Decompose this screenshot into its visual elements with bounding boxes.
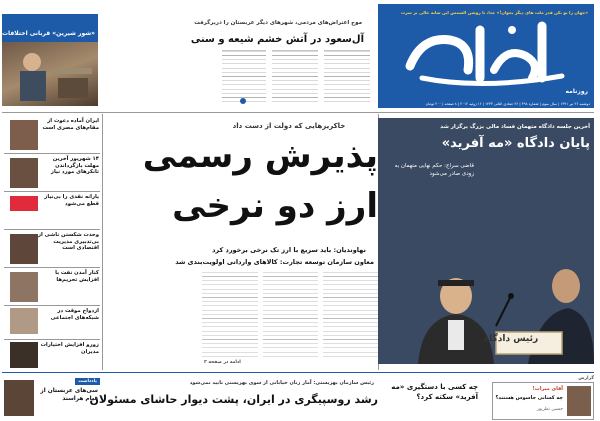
masthead-date: دوشنبه ۲۶ تیر ۱۳۹۱ | سال سوم | شماره ۴۹۸ | ۲۶ جمادی الثانی ۱۴۳۳ | ۱۶ ژوئیه ۲۰۱۲ | ۸ صفحه | ۲۰۰ تومان: [425, 102, 590, 106]
corner-portrait-icon: [567, 386, 591, 416]
masthead: [378, 4, 594, 108]
top-story-text-1: [324, 50, 370, 102]
sidebar-item-2: [8, 156, 100, 190]
worker-photo-icon: [2, 42, 98, 106]
sidebar-item-title: کنار آمدن نفت با افزایش تحریم‌ها: [55, 270, 99, 283]
sidebar-item-6: [8, 308, 100, 338]
lead-sub-2: معاون سازمان توسعه تجارت: کالاهای وارداتی اولویت‌بندی شد: [175, 258, 374, 266]
lead-headline-1: پذیرش رسمی: [142, 136, 378, 176]
portrait-4-icon: [10, 234, 38, 264]
col-divider-left: [102, 114, 103, 370]
top-left-headline: «شور شیرین» قربانی اختلافات: [2, 30, 95, 37]
sidebar-item-title: وحدت شکستن ناشی از بی‌تدبیری مدیریت اقتصادی است: [37, 232, 99, 252]
lead-body-columns: [202, 272, 378, 358]
bottom-left-title: سی‌های عربستان از قیام هراسند: [40, 388, 98, 402]
sidebar-item-title: زورو افزایش اختیارات مدیران: [40, 342, 99, 355]
corner-author: حسین نظرپور: [536, 407, 563, 412]
portrait-7-icon: [10, 342, 38, 368]
sidebar-item-1: [8, 118, 100, 152]
bottom-left-label: یادداشت: [75, 378, 100, 385]
masthead-slogan: پایگاه‌سیاسی: [426, 40, 459, 46]
top-story-headline: آل‌سعود در آتش خشم شیعه و سنی: [190, 34, 364, 45]
bottom-left-portrait-icon: [4, 380, 34, 416]
portrait-5-icon: [10, 272, 38, 302]
corner-kicker: آقای میراث!: [532, 386, 563, 392]
photo-story-headline: پایان دادگاه «مه آفرید»: [441, 136, 590, 151]
portrait-1-icon: [10, 120, 38, 150]
corner-title: چه کسانی جاسوس هستند؟: [495, 395, 563, 401]
bottom-right-corner: [492, 382, 594, 420]
logo-lettering-icon: [402, 18, 572, 88]
photo-story-image: [378, 118, 594, 364]
sidebar-item-7: [8, 342, 100, 370]
lead-kicker: خاکریزهایی که دولت از دست داد: [232, 122, 346, 130]
photo-story-nameplate: رئیس دادگاه: [483, 334, 539, 344]
portrait-6-icon: [10, 308, 38, 334]
top-divider: [2, 112, 594, 113]
bottom-right-label: گزارش: [578, 376, 594, 381]
top-story-text-3: [222, 50, 266, 102]
lead-sub-1: نهاوندیان: باید سریع با ارز تک نرخی برخورد کرد: [212, 246, 366, 254]
sidebar-item-title: یارانه نقدی را بی‌نیاز قطع می‌شود: [44, 194, 99, 207]
portrait-2-icon: [10, 158, 38, 188]
top-left-banner: [2, 14, 98, 42]
flag-icon: [10, 196, 38, 226]
bottom-left-box: [4, 378, 100, 418]
bottom-center-headline: رشد روسپیگری در ایران، پشت دیوار حاشای مسئولان: [89, 393, 378, 406]
lead-continued: ادامه در صفحه ۲: [204, 360, 241, 365]
top-story-kicker: موج اعتراض‌های مردمی، شهرهای دیگر عربستان را دربرگرفت: [194, 20, 362, 26]
bottom-divider: [2, 372, 594, 373]
lead-headline-2: ارز دو نرخی: [172, 186, 378, 226]
sidebar-item-5: [8, 270, 100, 304]
photo-story-kicker: آخرین جلسه دادگاه متهمان فساد مالی بزرگ برگزار شد: [440, 124, 590, 130]
continued-dot-icon: [240, 98, 246, 104]
masthead-tagline: «جهان را تو نکن قدر ملت های دیگر بخوان!» خدا، تا روشن الشمس این شانه خالی بر سرت: [400, 10, 588, 15]
top-story-text-2: [272, 50, 318, 102]
sidebar: [4, 118, 100, 370]
masthead-logo: [402, 18, 572, 88]
photo-story-deck: قاضی سراج: حکم نهایی متهمان به زودی صادر می‌شود: [394, 163, 474, 177]
sidebar-item-3: [8, 194, 100, 228]
top-left-photo: [2, 42, 98, 106]
bottom-right-headline: چه کسی با دستگیری «مه آفرید» سکته کرد؟: [391, 383, 478, 401]
masthead-pill: روزنامه: [565, 88, 588, 95]
sidebar-item-4: [8, 232, 100, 266]
bottom-center-kicker: رئیس سازمان بهزیستی: آمار زنان خیابانی از سوی بهزیستی تایید نمی‌شود: [189, 380, 374, 386]
sidebar-item-title: ایران آماده دعوت از مقام‌های مصری است: [42, 118, 99, 131]
courtroom-photo-icon: [378, 118, 594, 364]
sidebar-item-title: ۱۴ شهریور آخرین مهلت بازگرداندن تانکرهای مورد نیاز: [50, 156, 99, 176]
sidebar-item-title: ازدواج موقت در شبکه‌های اجتماعی: [50, 308, 99, 321]
